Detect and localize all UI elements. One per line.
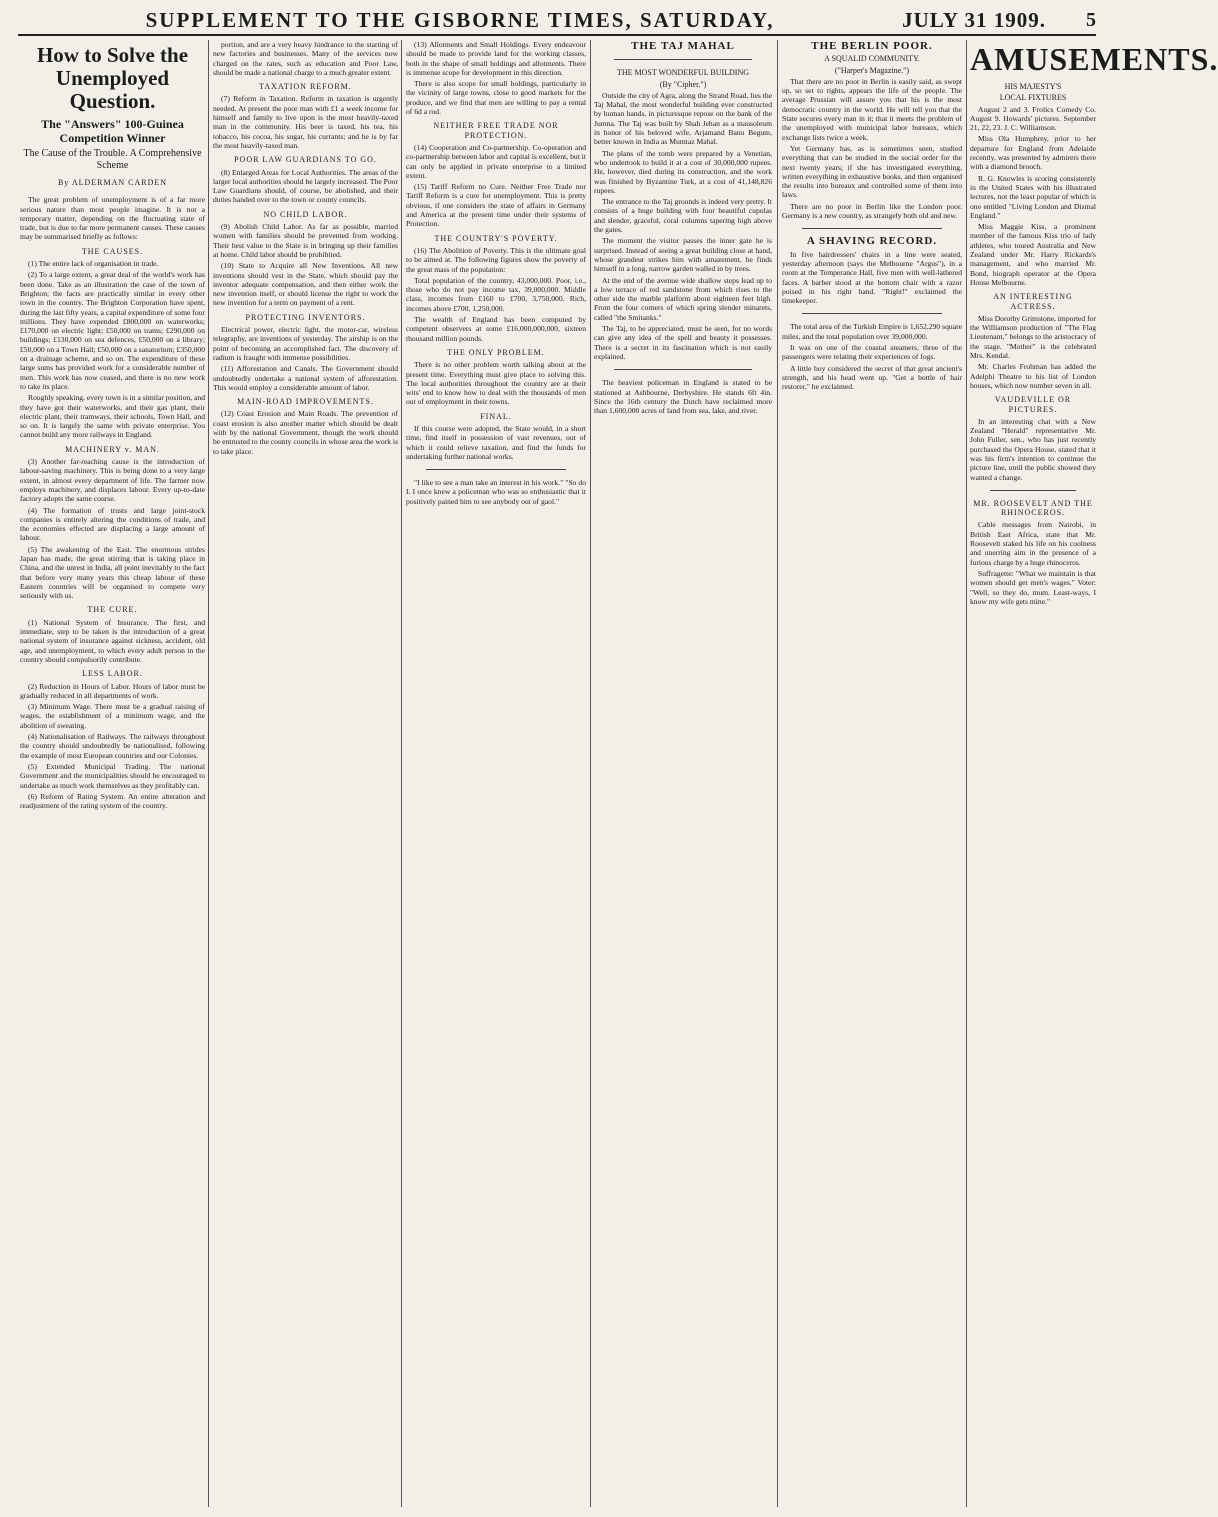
paragraph: If this course were adopted, the State would, in a short time, find itself in possession of vast revenues, out of which it could relieve taxation, and find the funds for undertaking further national works. (406, 423, 586, 461)
paragraph: At the end of the avenue wide shallow steps lead up to a low terrace of red sandstone from which rises to the other side the marble platform about eighteen feet high. From the four corners of which spring slender minarets, called "the Smitanks." (594, 275, 772, 322)
masthead-title: SUPPLEMENT TO THE GISBORNE TIMES, SATURDAY, (145, 7, 775, 32)
paragraph: (5) The awakening of the East. The enormous strides Japan has made, the great stirring that is taking place in China, and the unrest in India, all point inevitably to the fact that before very many years this cheap labour of these Eastern countries will be organised to compete very seriously with us. (20, 544, 205, 601)
column-divider (590, 40, 591, 1507)
separator (990, 490, 1076, 491)
section-heading: FINAL. (480, 411, 512, 421)
article-source: ("Harper's Magazine.") (834, 65, 910, 75)
paragraph: It was on one of the coastal steamers, three of the passengers were relating their experiences of fogs. (782, 343, 962, 362)
byline: By ALDERMAN CARDEN (57, 178, 168, 187)
column-6 (970, 40, 1218, 1507)
paragraph: Cable messages from Nairobi, in British East Africa, state that Mr. Roosevelt staked his life on his coolness and unerring aim in the presence of a furious charge by a huge rhinoceros. (970, 520, 1096, 567)
headline: How to Solve the Unemployed Question. (36, 43, 189, 113)
section-heading: MACHINERY v. MAN. (65, 444, 160, 454)
paragraph: portion, and are a very heavy hindrance to the starting of new factories and businesses. Many of the services now charged on the rates, such as education and Poor Law, should be made a national charge to a much greater extent. (213, 40, 398, 77)
paragraph: That there are no poor in Berlin is easily said, as swept up, so set to rights, appears the life of the people. The average Prussian will assure you that his is the most democratic country in the world. He will tell you that the State secures every man in it; that it meets the problem of the unemployed with municipal labor bureaux, which exchange lists twice a week. (782, 76, 962, 142)
paragraph: (4) Nationalisation of Railways. The railways throughout the country should undoubtedly be nationalised, following the example of most European countries and our Colonies. (20, 732, 205, 760)
paragraph: Yet Germany has, as is sometimes seen, studied everything that can be studied in the social order for the next twenty years; if she has investigated everything, written everything in exhaustive books, and then organised the results into bureaux and controlled some of them into laws. (782, 143, 962, 200)
paragraph: (2) Reduction in Hours of Labor. Hours of labor must be gradually reduced in all departments of work. (20, 681, 205, 700)
paragraph: R. G. Knowles is scoring consistently in the United States with his illustrated lectures, not the least popular of which is one entitled "Living London and Dismal England." (970, 173, 1096, 220)
section-heading: THE CAUSES. (81, 246, 144, 256)
paragraph: Miss Ola Humphrey, prior to her departure for England from Adelaide recently, was presented by admirers there with a diamond brooch. (970, 134, 1096, 172)
paragraph: There are no poor in Berlin like the London poor. Germany is a new country, as strangely both old and new. (782, 201, 962, 221)
paragraph: Mr. Charles Frohman has added the Adelphi Theatre to his list of London houses, which now number seven in all. (970, 362, 1096, 390)
paragraph: The moment the visitor passes the inner gate he is surprised. Instead of seeing a great building close at hand, whose grandeur strikes him with amazement, he finds himself in a long, narrow garden walled in by trees. (594, 236, 772, 274)
paragraph: (6) Reform of Rating System. An entire alteration and readjustment of the rating system of the country. (20, 791, 205, 811)
paragraph: (15) Tariff Reform no Cure. Neither Free Trade nor Tariff Reform is a cure for unemployment. This is pretty obvious, if one considers the state of affairs in Germany and America at the present time under their systems of Protection. (406, 182, 586, 229)
paragraph: The plans of the tomb were prepared by a Venetian, who undertook to build it at a cost of 30,000,000 rupees. He, however, died during its construction, and the work was finished by Byzantine Turk, at a cost of 41,148,826 rupees. (594, 148, 772, 195)
paragraph: (3) Another far-reaching cause is the introduction of labour-saving machinery. This is being done to a very large extent, in almost every department of life. The farmer now employs machinery, and displaces labour. Every up-to-date factory adopts the same course. (20, 457, 205, 504)
paragraph: The entrance to the Taj grounds is indeed very pretty. It consists of a huge building with four beautiful cupolas and slender, graceful, coral columns tapering high above the gates. (594, 197, 772, 235)
masthead (18, 6, 1096, 36)
separator (426, 469, 566, 470)
paragraph: Total population of the country, 43,000,000. Poor, i.e., those who do not pay income tax, 39,000,000. Middle class, incomes from £160 to £700, 3,750,000. Rich, incomes above £700, 1,250,000. (406, 275, 586, 313)
masthead-date: JULY 31 1909. (902, 7, 1046, 32)
paragraph: (1) The entire lack of organisation in trade. (28, 259, 159, 269)
article-title: A SHAVING RECORD. (806, 235, 938, 248)
paragraph: "I like to see a man take an interest in his work." "So do I. I once knew a policeman who was so enthusiastic that it positively pained him to see anybody out of gaol." (406, 478, 586, 506)
article-subtitle: A SQUALID COMMUNITY. (824, 54, 920, 64)
paragraph: (7) Reform in Taxation. Reform in taxation is urgently needed. At present the poor man with £1 a week income for himself and family to live upon is the most heavily-taxed man in the community. His beer is taxed, his tea, his tobacco, his cocoa, his sugar, his currants; and he is by far the most heavily-taxed man. (213, 94, 398, 150)
paragraph: (3) Minimum Wage. There must be a gradual raising of wages, the establishment of a minimum wage, and the abolition of sweating. (20, 702, 205, 730)
article-title: THE TAJ MAHAL (631, 40, 735, 52)
article-title: THE BERLIN POOR. (811, 40, 933, 52)
section-heading: POOR LAW GUARDIANS TO GO. (234, 155, 377, 165)
paragraph: (8) Enlarged Areas for Local Authorities. The areas of the larger local authorities should be largely increased. The Poor Law Guardians should, of course, be abolished, and their duties handed over to the town or county councils. (213, 167, 398, 205)
column-divider (777, 40, 778, 1507)
paragraph: A little boy considered the secret of that great ancient's strength, and his head went up. "Get a bottle of hair restorer," he exclaimed. (782, 363, 962, 392)
column-4 (594, 40, 772, 1507)
column-5 (782, 40, 962, 1507)
section-heading: THE CURE. (87, 605, 138, 615)
article-byline: (By "Cipher.") (659, 79, 707, 89)
paragraph: (10) State to Acquire all New Inventions. All new inventions should vest in the State, which should pay the inventor adequate compensation, and then either work the new invention itself, or should license the right to work the new invention for a term on payment of a rent. (213, 261, 398, 308)
subheadline: The "Answers" 100-Guinea Competition Winner (41, 117, 184, 145)
paragraph: The total area of the Turkish Empire is 1,652,290 square miles, and the total population over 39,000,000. (782, 322, 962, 341)
column-divider (208, 40, 209, 1507)
subheadline-2: The Cause of the Trouble. A Comprehensive Scheme (23, 148, 202, 171)
article-subtitle: THE MOST WONDERFUL BUILDING (616, 68, 750, 78)
paragraph: (13) Allotments and Small Holdings. Every endeavour should be made to provide land for the working classes, both in the shape of small holdings and allotments. There is immense scope for development in this direction. (406, 40, 586, 77)
column-divider (401, 40, 402, 1507)
paragraph: There is no other problem worth talking about at the present time. Everything must give place to solving this. The local authorities throughout the country are at their wits' end to know how to deal with the thousands of men out of employment in their towns. (406, 360, 586, 407)
paragraph: The wealth of England has been computed by competent observers at some £16,000,000,000, sixteen thousand million pounds. (406, 315, 586, 343)
paragraph: Suffragette: "What we maintain is that women should get men's wages." Voter: "Well, so they do, mum. Least-ways, I know my wife gets mine." (970, 568, 1096, 606)
section-heading: NO CHILD LABOR. (263, 209, 348, 219)
paragraph: Miss Maggie Kiss, a prominent member of the famous Kiss trio of lady athletes, who toured Australia and New Zealand under Mr. Harry Rickards's management, and who married Mr. Bond, biograph operator at the Opera House Melbourne. (970, 222, 1096, 287)
paragraph: (1) National System of Insurance. The first, and immediate, step to be taken is the introduction of a great national system of insurance against sickness, accident, old age, and unemployment, to which every adult person in the country should compulsorily contribute. (20, 617, 205, 664)
paragraph: August 2 and 3. Frolics Comedy Co. August 9. Howards' pictures. September 21, 22, 23. J. C. Williamson. (970, 104, 1096, 133)
column-divider (966, 40, 967, 1507)
section-heading: LESS LABOR. (82, 669, 143, 679)
amusements-heading: AMUSEMENTS. (970, 41, 1218, 77)
separator (802, 313, 942, 314)
paragraph: In an interesting chat with a New Zealand "Herald" representative Mr. John Fuller, sen., who has just recently purchased the Opera House, stated that it was his firm's intention to continue the picture line, until the public showed they wanted a change. (970, 416, 1096, 482)
paragraph: (9) Abolish Child Labor. As far as possible, married women with families should be prevented from working. Their best value to the State is in bringing up their families at home. Child labor should be prohibited. (213, 222, 398, 259)
paragraph: (16) The Abolition of Poverty. This is the ultimate goal to be aimed at. The following figures show the poverty of the great mass of the population: (406, 245, 586, 274)
paragraph: The great problem of unemployment is of a far more serious nature than most people imagine. It is not a temporary matter, depending on the fluctuating state of trade, but is due to far more permanent causes. These causes may be summarised briefly as follows: (20, 195, 205, 242)
column-1 (20, 40, 205, 1507)
paragraph: Roughly speaking, every town is in a similar position, and they have got their waterworks, and their gas plant, their electric plant, their tramways, their schools, Town Hall, and so on. It is largely the same with private enterprise. You cannot build any more railways in England. (20, 393, 205, 440)
paragraph: The heaviest policeman in England is stated to be stationed at Ashbourne, Derbyshire. He stands 6ft 4in. Since the 16th century the Dutch have reclaimed more than 1,600,000 acres of land from sea, lake, and river. (594, 378, 772, 416)
paragraph: (5) Extended Municipal Trading. The national Government and the municipalities should be encouraged to undertake as much work themselves as they profitably can. (20, 761, 205, 790)
paragraph: Electrical power, electric light, the motor-car, wireless telegraphy, are inventions of yesterday. The airship is on the point of becoming an accomplished fact. The discovery of radium is fraught with immense possibilities. (213, 325, 398, 362)
section-heading: THE ONLY PROBLEM. (447, 347, 545, 357)
column-3 (406, 40, 586, 1507)
paragraph: Outside the city of Agra, along the Strand Road, lies the Taj Mahal, the most wonderful building ever constructed by human hands, in picturesque repose on the bank of the Jumna. The Taj was built by Shah Jehan as a mausoleum in honor of his beloved wife, Arjamand Banu Begum, better known in India as Mumtaz Mahal. (594, 90, 772, 147)
paragraph: There is also scope for small holdings, particularly in the vicinity of large towns, close to good markets for the produce, and we find that men are willing to pay a rental of 6d a rod. (406, 79, 586, 117)
paragraph: (12) Coast Erosion and Main Roads. The prevention of coast erosion is also another matter which should be dealt with by the national Government, though the work should be entrusted to the county councils in whose area the work is to take place. (213, 409, 398, 456)
section-heading: TAXATION REFORM. (259, 82, 352, 92)
section-heading: MR. ROOSEVELT AND THE RHINOCEROS. (973, 498, 1093, 518)
section-heading: NEITHER FREE TRADE NOR PROTECTION. (433, 121, 559, 140)
section-heading: THE COUNTRY'S POVERTY. (434, 233, 558, 243)
paragraph: Miss Dorothy Grimstone, imported for the Williamson production of "The Flag Lieutenant," belongs to the aristocracy of the stage. "Mother" is the celebrated Mrs. Kendal. (970, 313, 1096, 361)
article-subtitle: LOCAL FIXTURES (999, 93, 1067, 103)
section-heading: MAIN-ROAD IMPROVEMENTS. (237, 397, 374, 407)
page-number: 5 (1086, 8, 1096, 31)
separator (614, 59, 752, 60)
paragraph: (14) Cooperation and Co-partnership. Co-operation and co-partnership between labor and capital is excellent, but it can only be applied in private enterprise to a limited extent. (406, 142, 586, 180)
column-2 (213, 40, 398, 1507)
article-subtitle: HIS MAJESTY'S (1004, 82, 1062, 91)
separator (802, 228, 942, 229)
paragraph: (2) To a large extent, a great deal of the world's work has been done. Take as an illustration the case of the town of Brighton; the facts are practically similar in every other town in the country. The Brighton Corporation have spent, during the last fifty years, a capital expenditure of some four millions. They have expended £800,000 on waterworks; £170,000 on electric light; £50,000 on trams; £290,000 on buildings; £130,000 on sea defences, £50,000 on a library; £50,000 on a Town Hall; £50,000 on a sanatorium; £350,000 on a drainage scheme, and so on. The expenditure of these large sums has provided work for a considerable number of men. This work has now ceased, and there is no new work to take its place. (20, 270, 205, 391)
section-heading: VAUDEVILLE OR PICTURES. (994, 395, 1072, 414)
paragraph: (11) Afforestation and Canals. The Government should undoubtedly undertake a national system of afforestation. This would employ a considerable amount of labor. (213, 364, 398, 392)
paragraph: (4) The formation of trusts and large joint-stock companies is entirely altering the conditions of trade, and the economies effected are displacing a large amount of labour. (20, 505, 205, 543)
section-heading: PROTECTING INVENTORS. (245, 312, 366, 322)
paragraph: The Taj, to be appreciated, must be seen, for no words can give any idea of the spell and beauty it possesses. There is a secret in its fascination which is not easily explained. (594, 324, 772, 361)
separator (614, 369, 752, 370)
paragraph: In five hairdressers' chairs in a line were seated, yesterday afternoon (says the Melbourne "Argus"), in a room at the Temperance Hall, five men with well-lathered faces. A barber stood at the bottom chair with a razor poised in his right hand. "Right!" exclaimed the timekeeper. (782, 249, 962, 306)
section-heading: AN INTERESTING ACTRESS. (993, 292, 1073, 311)
